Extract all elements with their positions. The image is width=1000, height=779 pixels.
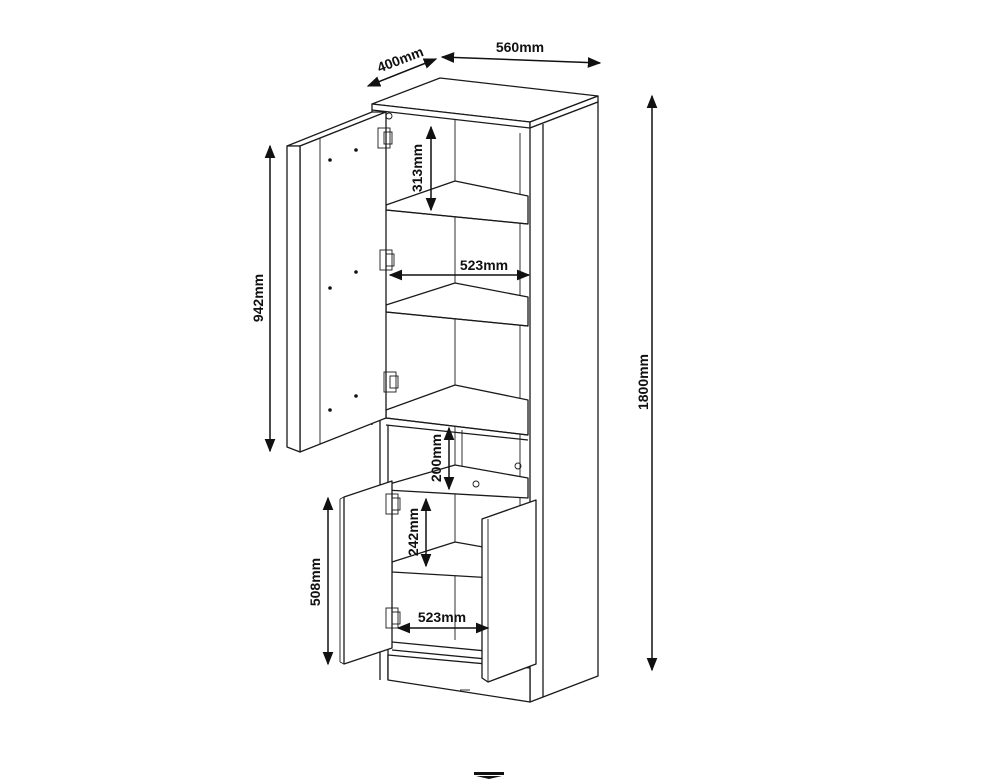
dimension-upper-door <box>250 146 270 451</box>
dimension-lower-door <box>307 498 328 664</box>
dimension-height <box>635 96 652 670</box>
dimension-depth <box>368 43 436 86</box>
label-middle-compartment: 200mm <box>428 433 444 483</box>
dimension-width <box>442 39 600 63</box>
cabinet-right-side <box>530 102 598 702</box>
label-lower-door: 508mm <box>307 557 323 607</box>
shelf-1 <box>386 181 528 224</box>
label-upper-door: 942mm <box>250 273 266 323</box>
dimension-lower-inner-width <box>398 609 488 628</box>
shelf-4 <box>386 463 528 498</box>
shelf-2 <box>386 283 528 326</box>
upper-door <box>287 112 386 452</box>
lower-right-door <box>482 500 536 682</box>
label-width: 560mm <box>495 39 545 55</box>
chevron-down-icon <box>474 772 504 779</box>
label-height: 1800mm <box>635 353 651 411</box>
dimension-upper-inner-width <box>390 257 529 275</box>
label-lower-inner-width: 523mm <box>417 609 467 625</box>
label-top-compartment: 313mm <box>409 143 425 193</box>
label-depth: 400mm <box>374 43 426 76</box>
label-upper-inner-width: 523mm <box>459 257 509 273</box>
lower-left-door <box>340 481 392 664</box>
label-lower-compartment: 242mm <box>405 507 421 557</box>
